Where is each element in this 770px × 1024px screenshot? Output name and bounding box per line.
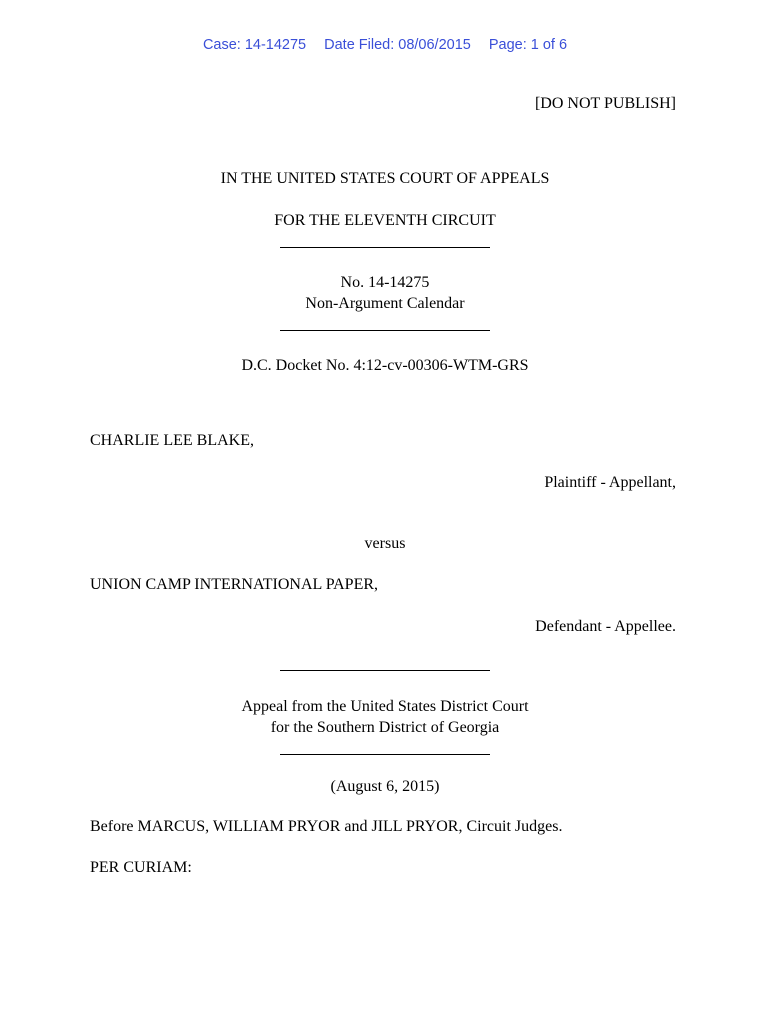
panel-judges: Before MARCUS, WILLIAM PRYOR and JILL PRYOR, Circuit Judges.	[90, 818, 563, 835]
court-name: IN THE UNITED STATES COURT OF APPEALS	[220, 170, 550, 187]
decision-date: (August 6, 2015)	[330, 778, 440, 795]
publish-notice: [DO NOT PUBLISH]	[534, 95, 676, 112]
divider-rule	[280, 330, 490, 331]
filing-stamp	[0, 37, 770, 53]
district-docket: D.C. Docket No. 4:12-cv-00306-WTM-GRS	[241, 357, 529, 374]
plaintiff-name: CHARLIE LEE BLAKE,	[90, 432, 254, 449]
defendant-name: UNION CAMP INTERNATIONAL PAPER,	[90, 576, 379, 593]
divider-rule	[280, 247, 490, 248]
page-count-stamp: Page: 1 of 6	[488, 37, 568, 53]
versus-text: versus	[364, 535, 406, 552]
date-filed-stamp: Date Filed: 08/06/2015	[324, 37, 471, 53]
appeal-source: Appeal from the United States District Court	[241, 698, 529, 715]
plaintiff-role: Plaintiff - Appellant,	[544, 474, 676, 491]
appeal-district: for the Southern District of Georgia	[270, 719, 500, 736]
defendant-role: Defendant - Appellee.	[535, 618, 676, 635]
per-curiam: PER CURIAM:	[90, 859, 192, 876]
divider-rule	[280, 670, 490, 671]
divider-rule	[280, 754, 490, 755]
case-number-stamp: Case: 14-14275	[202, 37, 307, 53]
circuit-name: FOR THE ELEVENTH CIRCUIT	[274, 212, 496, 229]
appeal-number: No. 14-14275	[340, 274, 430, 291]
calendar-type: Non-Argument Calendar	[305, 295, 465, 312]
